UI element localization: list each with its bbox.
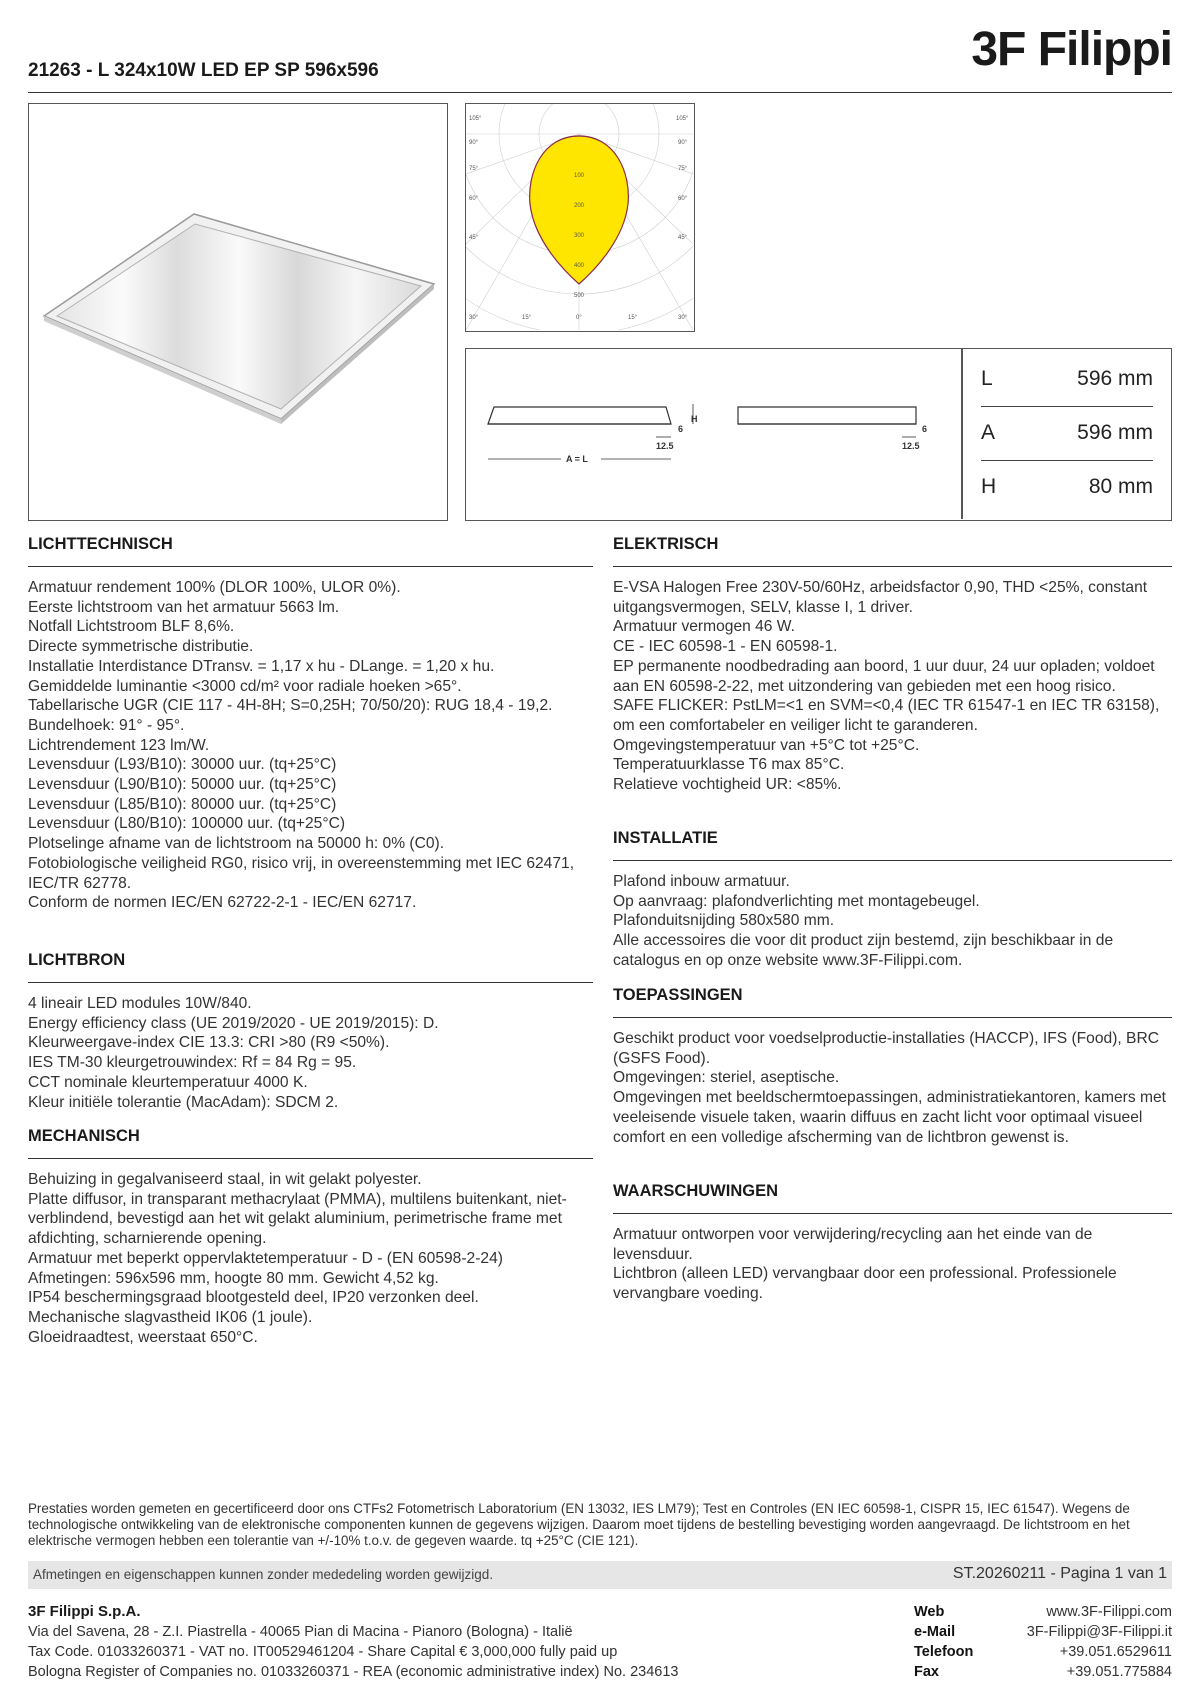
text-line: Tabellarische UGR (CIE 117 - 4H-8H; S=0,25H; 70/50/20): RUG 18,4 - 19,2. xyxy=(28,697,553,715)
footer-disclaimer: Afmetingen en eigenschappen kunnen zonder mededeling worden gewijzigd. xyxy=(33,1567,494,1582)
section-title: MECHANISCH xyxy=(28,1127,140,1145)
angle-label: 90° xyxy=(678,140,688,146)
section-rule xyxy=(613,1017,1172,1018)
angle-label: 75° xyxy=(469,166,479,172)
drawing-label-a-l: A = L xyxy=(566,454,588,464)
text-line: Armatuur vermogen 46 W. xyxy=(613,618,796,636)
angle-label: 90° xyxy=(469,140,479,146)
text-line: SAFE FLICKER: PstLM=<1 en SVM=<0,4 (IEC TR 61547-1 en IEC TR 63158), om een comfortabeler en veiliger licht te garanderen. xyxy=(613,697,1160,734)
section-text xyxy=(28,578,593,913)
company-tax: Tax Code. 01033260371 - VAT no. IT00529461204 - Share Capital € 3,000,000 fully paid up xyxy=(28,1644,618,1660)
text-line: Gemiddelde luminantie <3000 cd/m² voor radiale hoeken >65°. xyxy=(28,677,462,695)
angle-label: 15° xyxy=(522,315,532,321)
section-text xyxy=(613,872,1172,971)
section-text xyxy=(613,1029,1172,1147)
angle-label: 45° xyxy=(678,235,688,241)
contact-label: Telefoon xyxy=(914,1644,974,1660)
contact-label: Web xyxy=(914,1604,945,1620)
text-line: Omgevingstemperatuur van +5°C tot +25°C. xyxy=(613,736,920,754)
dimension-row-l xyxy=(981,355,1153,403)
text-line: IES TM-30 kleurgetrouwindex: Rf = 84 Rg = 95. xyxy=(28,1054,357,1072)
section-waarschuwingen xyxy=(613,1182,1172,1304)
angle-label: 15° xyxy=(628,315,638,321)
text-line: Geschikt product voor voedselproductie-installaties (HACCP), IFS (Food), BRC (GSFS Food). xyxy=(613,1030,1159,1067)
dimension-row-h xyxy=(981,463,1153,511)
section-rule xyxy=(28,982,593,983)
section-title: INSTALLATIE xyxy=(613,829,718,847)
text-line: E-VSA Halogen Free 230V-50/60Hz, arbeidsfactor 0,90, THD <25%, constant uitgangsvermogen, SELV, klasse I, 1 driver. xyxy=(613,579,1148,616)
text-line: Alle accessoires die voor dit product zijn bestemd, zijn beschikbaar in de catalogus en op onze website www.3F-Filippi.com. xyxy=(613,932,1114,969)
footer-note: Prestaties worden gemeten en gecertificeerd door ons CTFs2 Fotometrisch Laboratorium (EN 13032, IES LM79); Test en Controles (EN IEC 60598-1, CISPR 15, IEC 61547). Wegens de technologische ontwikkeling van de elektronische componenten kunnen de gegevens wijzigen. Daarom moet tijdens de bestelling bevestiging worden aangevraagd. De lichtstroom en het elektrische vermogen hebben een tolerantie van +/-10% t.o.v. de gegeven waarde. tq +25°C (CIE 121). xyxy=(28,1501,1130,1548)
text-line: Energy efficiency class (UE 2019/2020 - UE 2019/2015): D. xyxy=(28,1014,439,1032)
drawing-label-6: 6 xyxy=(678,424,684,434)
text-line: Afmetingen: 596x596 mm, hoogte 80 mm. Gewicht 4,52 kg. xyxy=(28,1269,439,1287)
dimension-table xyxy=(963,349,1171,519)
angle-label: 0° xyxy=(576,315,582,321)
section-rule xyxy=(613,1213,1172,1214)
text-line: Platte diffusor, in transparant methacrylaat (PMMA), multilens buitenkant, niet-verblindend, bevestigd aan het wit gelakt aluminium, perimetrische frame met afdichting, scharnierende opening. xyxy=(28,1190,567,1248)
radial-label: 200 xyxy=(574,203,585,209)
drawing-label-6: 6 xyxy=(922,424,928,434)
text-line: Notfall Lichtstroom BLF 8,6%. xyxy=(28,618,235,636)
photometric-diagram xyxy=(465,103,695,332)
text-line: Armatuur ontworpen voor verwijdering/recycling aan het einde van de levensduur. xyxy=(613,1226,1093,1263)
angle-label: 75° xyxy=(678,166,688,172)
drawing-label-12-5: 12.5 xyxy=(656,441,674,451)
drawing-label-12-5: 12.5 xyxy=(902,441,920,451)
drawing-label-h: H xyxy=(691,414,698,424)
text-line: 4 lineair LED modules 10W/840. xyxy=(28,995,252,1012)
radial-label: 100 xyxy=(574,173,585,179)
section-text xyxy=(613,1225,1172,1304)
web-link[interactable]: www.3F-Filippi.com xyxy=(1046,1604,1172,1620)
dimension-key: H xyxy=(981,475,997,498)
text-line: Directe symmetrische distributie. xyxy=(28,638,254,656)
text-line: Levensduur (L85/B10): 80000 uur. (tq+25°C) xyxy=(28,795,337,813)
polar-curve-chart xyxy=(466,104,693,330)
radial-label: 500 xyxy=(574,293,585,299)
angle-label: 30° xyxy=(469,315,479,321)
radial-label: 400 xyxy=(574,263,585,269)
section-text xyxy=(28,1170,593,1347)
contact-fax xyxy=(914,1662,1172,1682)
section-title: TOEPASSINGEN xyxy=(613,986,743,1004)
dimension-value: 80 mm xyxy=(1088,475,1153,498)
text-line: Behuizing in gegalvaniseerd staal, in wit gelakt polyester. xyxy=(28,1171,422,1188)
text-line: Levensduur (L93/B10): 30000 uur. (tq+25°C) xyxy=(28,756,337,774)
text-line: Mechanische slagvastheid IK06 (1 joule). xyxy=(28,1308,313,1326)
company-register: Bologna Register of Companies no. 01033260371 - REA (economic administrative index) No. 234613 xyxy=(28,1664,679,1680)
angle-label: 60° xyxy=(678,196,688,202)
luminous-intensity-curve xyxy=(530,136,629,284)
fax-number: +39.051.775884 xyxy=(1066,1664,1172,1680)
text-line: Fotobiologische veiligheid RG0, risico vrij, in overeenstemming met IEC 62471, IEC/TR 62778. xyxy=(28,854,575,892)
angle-label: 60° xyxy=(469,196,479,202)
contact-email xyxy=(914,1622,1172,1642)
text-line: Levensduur (L90/B10): 50000 uur. (tq+25°C) xyxy=(28,776,337,794)
section-text xyxy=(28,994,593,1112)
section-lichtbron xyxy=(28,951,593,1112)
luminaire-illustration xyxy=(29,104,446,519)
section-title: LICHTTECHNISCH xyxy=(28,535,173,553)
dimension-value: 596 mm xyxy=(1077,367,1153,390)
dimension-key: A xyxy=(981,421,996,444)
dimension-divider xyxy=(981,406,1153,407)
text-line: Conform de normen IEC/EN 62722-2-1 - IEC/EN 62717. xyxy=(28,894,417,912)
text-line: Plafond inbouw armatuur. xyxy=(613,873,790,890)
radial-label: 300 xyxy=(574,233,585,239)
text-line: Installatie Interdistance DTransv. = 1,17 x hu - DLange. = 1,20 x hu. xyxy=(28,657,495,675)
contact-phone xyxy=(914,1642,1172,1662)
brand-logo: 3F Filippi xyxy=(971,23,1172,76)
text-line: Kleur initiële tolerantie (MacAdam): SDCM 2. xyxy=(28,1093,339,1111)
section-lichttechnisch xyxy=(28,535,593,913)
text-line: Armatuur rendement 100% (DLOR 100%, ULOR 0%). xyxy=(28,579,401,596)
text-line: Temperatuurklasse T6 max 85°C. xyxy=(613,756,845,774)
company-info xyxy=(28,1602,788,1682)
text-line: Omgevingen: steriel, aseptische. xyxy=(613,1069,840,1087)
dimension-divider xyxy=(981,460,1153,461)
text-line: Relatieve vochtigheid UR: <85%. xyxy=(613,776,842,794)
angle-label: 105° xyxy=(469,116,482,122)
profile-drawing xyxy=(466,349,956,519)
phone-number: +39.051.6529611 xyxy=(1059,1644,1172,1660)
technical-drawing-panel xyxy=(465,348,1172,521)
contact-web xyxy=(914,1602,1172,1622)
section-elektrisch xyxy=(613,535,1172,795)
section-toepassingen xyxy=(613,986,1172,1147)
email-link[interactable]: 3F-Filippi@3F-Filippi.it xyxy=(1026,1624,1172,1640)
dimension-key: L xyxy=(981,367,993,390)
text-line: Eerste lichtstroom van het armatuur 5663 lm. xyxy=(28,598,340,616)
section-rule xyxy=(613,566,1172,567)
product-image xyxy=(28,103,448,521)
angle-label: 45° xyxy=(469,235,479,241)
text-line: Kleurweergave-index CIE 13.3: CRI >80 (R9 <50%). xyxy=(28,1034,390,1052)
text-line: Gloeidraadtest, weerstaat 650°C. xyxy=(28,1328,258,1346)
company-name: 3F Filippi S.p.A. xyxy=(28,1603,141,1620)
text-line: Op aanvraag: plafondverlichting met montagebeugel. xyxy=(613,892,980,910)
contact-list xyxy=(914,1602,1172,1682)
text-line: Lichtbron (alleen LED) vervangbaar door een professional. Professionele vervangbare voeding. xyxy=(613,1265,1117,1303)
dimension-value: 596 mm xyxy=(1077,421,1153,444)
section-title: ELEKTRISCH xyxy=(613,535,719,553)
text-line: Plotselinge afname van de lichtstroom na 50000 h: 0% (C0). xyxy=(28,835,445,853)
section-mechanisch xyxy=(28,1127,593,1347)
contact-label: Fax xyxy=(914,1664,939,1680)
contact-label: e-Mail xyxy=(914,1624,956,1640)
section-title: WAARSCHUWINGEN xyxy=(613,1182,778,1200)
company-address: Via del Savena, 28 - Z.I. Piastrella - 40065 Pian di Macina - Pianoro (Bologna) - Italië xyxy=(28,1624,573,1640)
section-text xyxy=(613,578,1172,795)
page-reference: ST.20260211 - Pagina 1 van 1 xyxy=(952,1565,1167,1582)
text-line: Bundelhoek: 91° - 95°. xyxy=(28,716,185,734)
text-line: IP54 beschermingsgraad blootgesteld deel, IP20 verzonken deel. xyxy=(28,1289,479,1307)
section-title: LICHTBRON xyxy=(28,951,126,969)
angle-label: 30° xyxy=(678,315,688,321)
dimension-row-a xyxy=(981,409,1153,457)
text-line: Armatuur met beperkt oppervlaktetemperatuur - D - (EN 60598-2-24) xyxy=(28,1249,503,1267)
section-installatie xyxy=(613,829,1172,971)
text-line: Levensduur (L80/B10): 100000 uur. (tq+25°C) xyxy=(28,815,346,833)
product-title: 21263 - L 324x10W LED EP SP 596x596 xyxy=(28,60,379,81)
text-line: Plafonduitsnijding 580x580 mm. xyxy=(613,912,835,930)
text-line: Lichtrendement 123 lm/W. xyxy=(28,736,210,754)
footer-bar xyxy=(28,1561,1172,1589)
section-rule xyxy=(613,860,1172,861)
section-rule xyxy=(28,566,593,567)
text-line: CE - IEC 60598-1 - EN 60598-1. xyxy=(613,638,838,656)
text-line: EP permanente noodbedrading aan boord, 1 uur duur, 24 uur opladen; voldoet aan EN 60598-2-22, met uitzondering van gebieden met een hoog risico. xyxy=(613,657,1155,695)
section-rule xyxy=(28,1158,593,1159)
text-line: Omgevingen met beeldschermtoepassingen, administratiekantoren, kamers met veeleisende visuele taken, waarin diffuus en zacht licht voor optimaal visueel comfort en een volledige afscherming van de lichtbron gewenst is. xyxy=(613,1089,1166,1146)
text-line: CCT nominale kleurtemperatuur 4000 K. xyxy=(28,1073,308,1091)
header-rule xyxy=(28,92,1172,93)
angle-label: 105° xyxy=(676,116,689,122)
